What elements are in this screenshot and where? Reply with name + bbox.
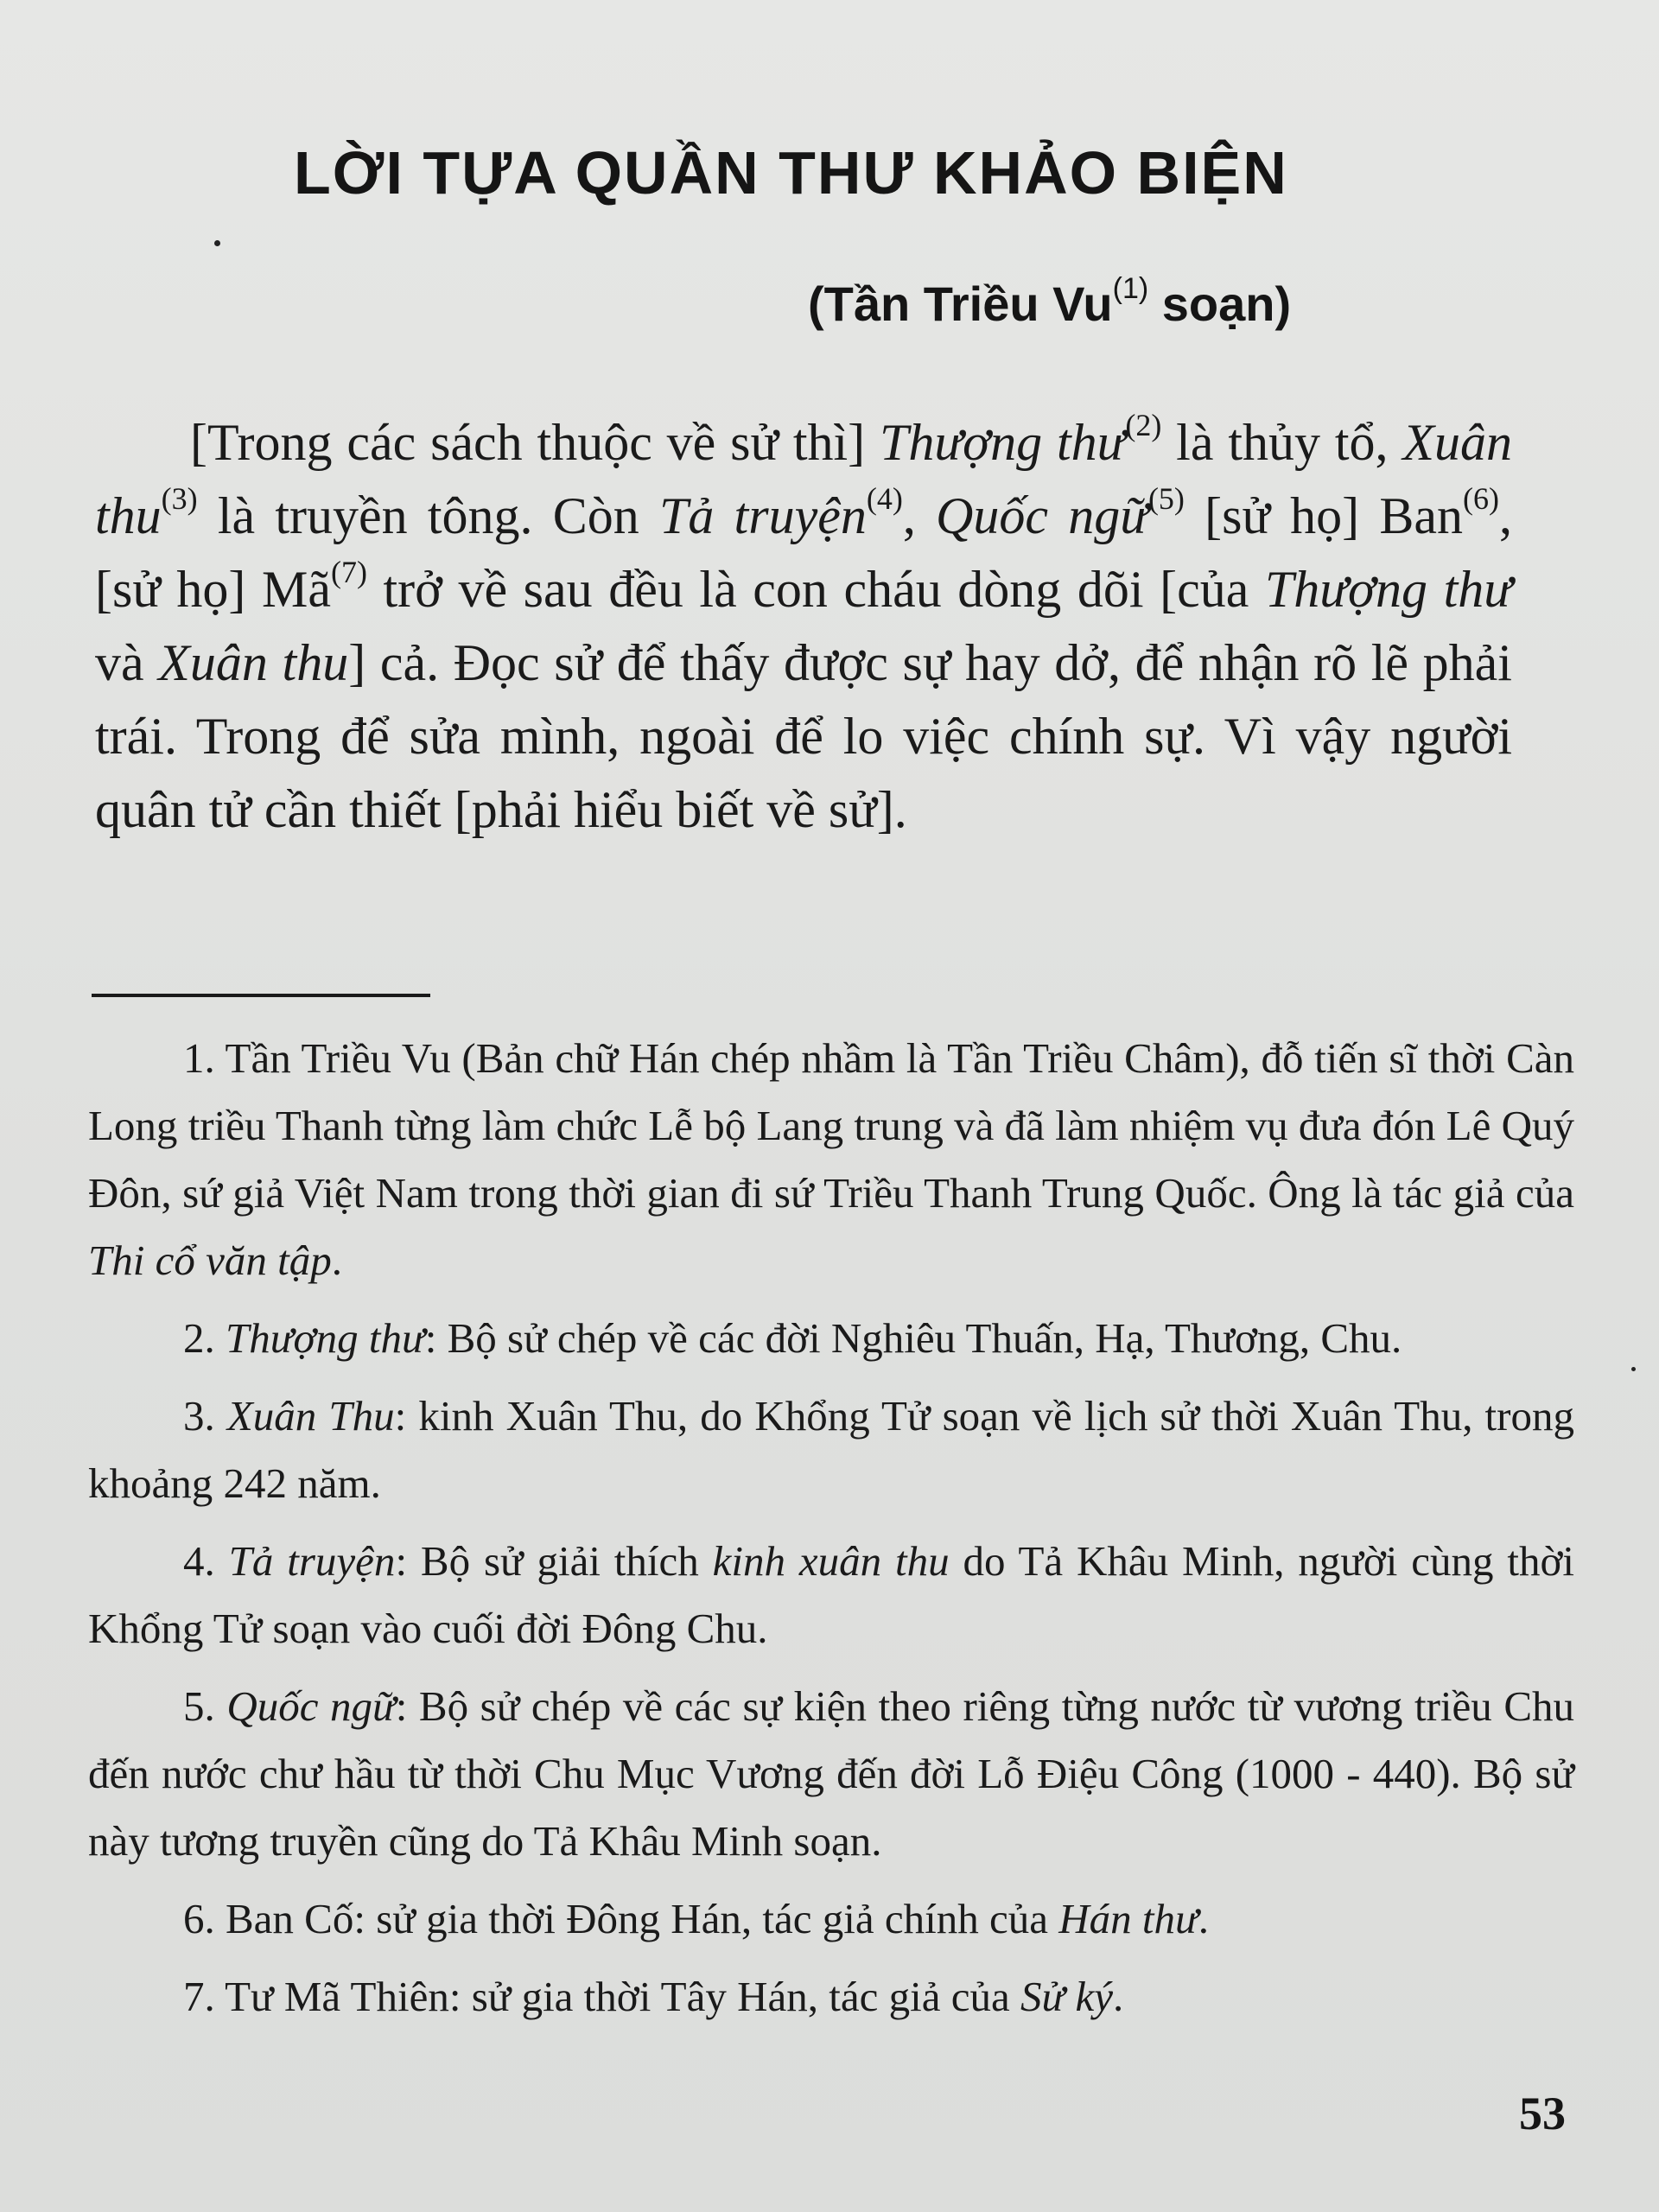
footnote-ref-2: (2) (1125, 408, 1162, 442)
footnote-ref-1: (1) (1112, 272, 1149, 305)
footnote-ref-6: (6) (1463, 481, 1500, 516)
byline-author: Tần Triều Vu (823, 276, 1113, 331)
footnote-7: 7. Tư Mã Thiên: sử gia thời Tây Hán, tác giả của Sử ký. (183, 1973, 1124, 2020)
footnotes (88, 1025, 1574, 2041)
byline (808, 272, 1291, 332)
byline-close: soạn) (1148, 276, 1292, 331)
print-speck (1631, 1367, 1636, 1371)
page-title: LỜI TỰA QUẦN THƯ KHẢO BIỆN (294, 139, 1288, 207)
footnote-3: 3. Xuân Thu: kinh Xuân Thu, do Khổng Tử soạn về lịch sử thời Xuân Thu, trong khoảng 242 năm. (88, 1392, 1574, 1507)
footnote-1: 1. Tần Triều Vu (Bản chữ Hán chép nhầm là Tần Triều Châm), đỗ tiến sĩ thời Càn Long triều Thanh từng làm chức Lễ bộ Lang trung và đã làm nhiệm vụ đưa đón Lê Quý Đôn, sứ giả Việt Nam trong thời gian đi sứ Triều Thanh Trung Quốc. Ông là tác giả của Thi cổ văn tập. (88, 1034, 1574, 1284)
footnote-6: 6. Ban Cố: sử gia thời Đông Hán, tác giả chính của Hán thư. (183, 1895, 1209, 1942)
footnote-divider (92, 994, 430, 997)
main-paragraph: [Trong các sách thuộc về sử thì] Thượng thư$^{(2)}$ là thủy tổ, Xuân thu$^{(3)}$ là truyền tông. Còn Tả truyện$^{(4)}$, Quốc ngữ$^{(5)}$ [sử họ] Ban$^{(6)}$, [sử họ] $Mã^{(7)}$ trở về sau đều là con cháu dòng dõi [của Thượng thư và Xuân thu] cả. Đọc sử để thấy được sự hay dở, để nhận rõ lẽ phải trái. Trong để sửa mình, ngoài để lo việc chính sự. Vì vậy người quân tử cần thiết [phải hiểu biết về sử]. (95, 408, 1513, 838)
print-speck (214, 240, 220, 246)
footnote-5: 5. Quốc ngữ: Bộ sử chép về các sự kiện theo riêng từng nước từ vương triều Chu đến nước chư hầu từ thời Chu Mục Vương đến đời Lỗ Điệu Công (1000 - 440). Bộ sử này tương truyền cũng do Tả Khâu Minh soạn. (88, 1682, 1574, 1865)
footnote-ref-4: (4) (866, 481, 903, 516)
footnote-ref-7: (7) (330, 555, 367, 589)
footnote-2: 2. Thượng thư: Bộ sử chép về các đời Nghiêu Thuấn, Hạ, Thương, Chu. (183, 1314, 1402, 1362)
footnote-4: 4. Tả truyện: Bộ sử giải thích kinh xuân thu do Tả Khâu Minh, người cùng thời Khổng Tử soạn vào cuối đời Đông Chu. (88, 1537, 1575, 1652)
footnote-ref-3: (3) (161, 481, 198, 516)
footnote-ref-5: (5) (1147, 481, 1185, 516)
byline-open: ( (808, 276, 824, 331)
page-number: 53 (1519, 2088, 1566, 2139)
